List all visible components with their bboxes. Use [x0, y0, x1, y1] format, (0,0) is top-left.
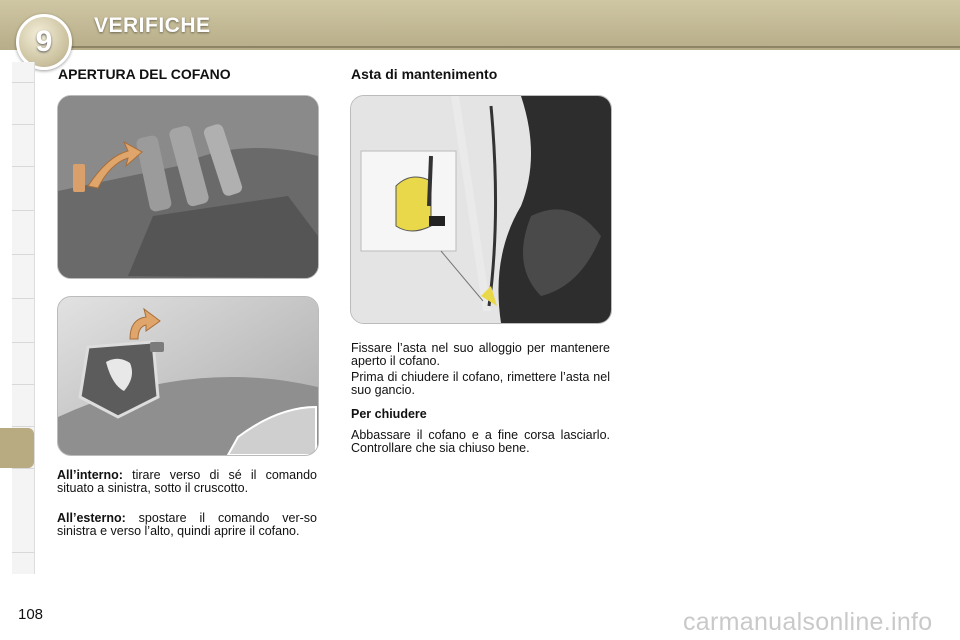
outside-instruction — [57, 512, 317, 538]
support-rod-photo — [350, 95, 612, 324]
page-title: VERIFICHE — [94, 14, 211, 37]
active-chapter-tab[interactable] — [0, 428, 34, 468]
tab-divider — [12, 210, 34, 211]
tab-divider — [12, 342, 34, 343]
closing-subheading: Per chiudere — [351, 407, 427, 421]
tab-divider — [12, 468, 34, 469]
tab-divider — [12, 552, 34, 553]
tab-divider — [12, 166, 34, 167]
inside-text: tirare verso di sé il comando situato a sinistra, sotto il cruscotto. — [57, 468, 317, 495]
chapter-tab-strip — [12, 62, 35, 574]
header-divider — [60, 46, 960, 48]
page-number: 108 — [18, 606, 44, 623]
watermark: carmanualsonline.info — [683, 608, 933, 636]
outside-text: spostare il comando ver-so sinistra e verso l’alto, quindi aprire il cofano. — [57, 511, 317, 538]
rod-paragraph-2: Prima di chiudere il cofano, rimettere l’asta nel suo gancio. — [351, 370, 610, 397]
hood-release-photo — [57, 296, 319, 456]
rod-paragraph-1: Fissare l’asta nel suo alloggio per mantenere aperto il cofano. — [351, 341, 610, 368]
inside-instruction — [57, 469, 317, 495]
tab-divider — [12, 384, 34, 385]
outside-label: All’esterno: — [57, 511, 126, 525]
tab-divider — [12, 426, 34, 427]
section-heading-hood-opening: APERTURA DEL COFANO — [58, 66, 231, 82]
section-heading-support-rod: Asta di mantenimento — [351, 66, 498, 82]
tab-divider — [12, 124, 34, 125]
tab-divider — [12, 254, 34, 255]
inside-label: All’interno: — [57, 468, 123, 482]
closing-paragraph: Abbassare il cofano e a fine corsa lasciarlo. Controllare che sia chiuso bene. — [351, 428, 610, 455]
chapter-badge: 9 — [16, 14, 72, 70]
interior-lever-photo — [57, 95, 319, 279]
tab-divider — [12, 82, 34, 83]
tab-divider — [12, 298, 34, 299]
